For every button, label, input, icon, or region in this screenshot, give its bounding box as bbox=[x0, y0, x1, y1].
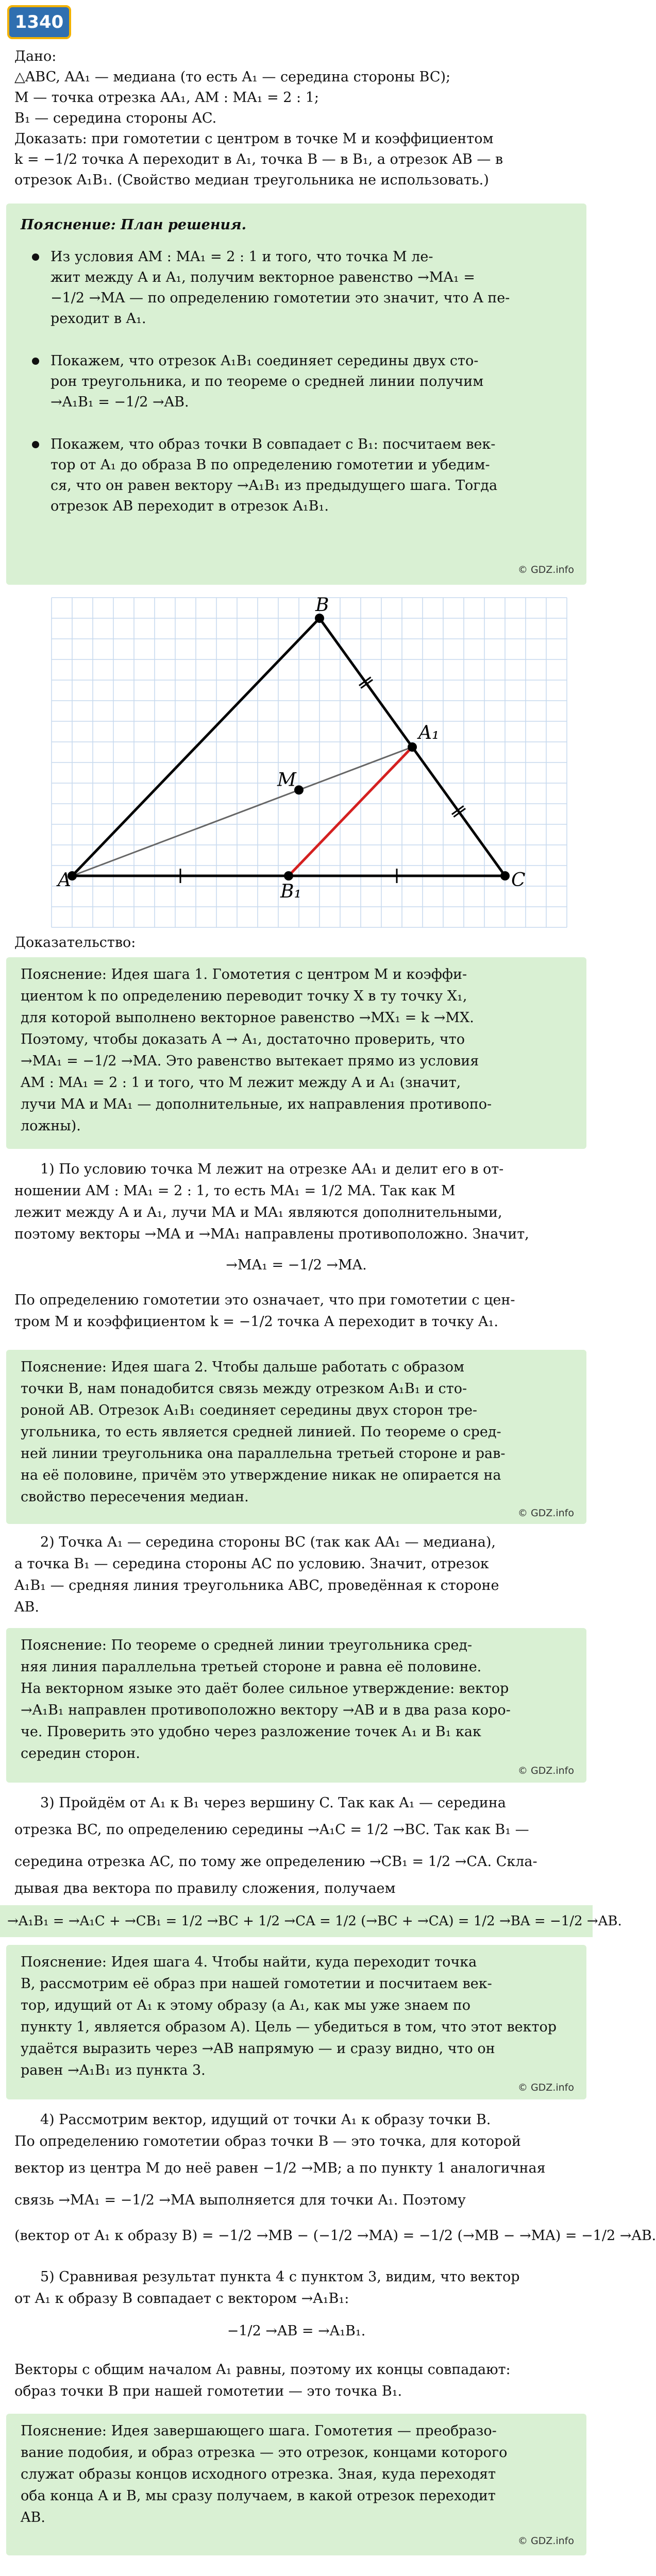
label-a1: A₁ bbox=[418, 722, 440, 743]
formula: →MA₁ = −1/2 →MA. bbox=[226, 1257, 367, 1273]
note-line: Пояснение: Идея шага 2. Чтобы дальше работать с образом bbox=[21, 1359, 465, 1375]
note-line: ложны). bbox=[21, 1118, 81, 1134]
plan-bullet-line: ся, что он равен вектору →A₁B₁ из предыдущего шага. Тогда bbox=[51, 478, 498, 494]
bullet-marker bbox=[32, 253, 39, 261]
note-line: Пояснение: По теореме о средней линии треугольника сред- bbox=[21, 1637, 473, 1653]
note-line: вание подобия, и образ отрезка — это отрезок, концами которого bbox=[21, 2445, 508, 2461]
note-line: AM : MA₁ = 2 : 1 и того, что M лежит между A и A₁ (значит, bbox=[21, 1075, 461, 1091]
proof-line: 4) Рассмотрим вектор, идущий от точки A₁ к образу точки B. bbox=[40, 2112, 491, 2128]
plan-title: Пояснение: План решения. bbox=[21, 217, 247, 233]
gdz-watermark: © GDZ.info bbox=[517, 1507, 574, 1519]
note-line: для которой выполнено векторное равенство →MX₁ = k →MX. bbox=[21, 1010, 474, 1026]
note-line: пункту 1, является образом A). Цель — убедиться в том, что этот вектор bbox=[21, 2019, 557, 2035]
note-line: няя линия параллельна третьей стороне и равна её половине. bbox=[21, 1659, 482, 1675]
proof-line: Векторы с общим началом A₁ равны, поэтому их концы совпадают: bbox=[14, 2362, 511, 2378]
note-line: тор, идущий от A₁ к этому образу (а A₁, как мы уже знаем по bbox=[21, 1997, 470, 2013]
note-line: середин сторон. bbox=[21, 1745, 140, 1761]
median-aa1 bbox=[72, 747, 412, 876]
proof-line: отрезка BC, по определению середины →A₁C = 1/2 →BC. Так как B₁ — bbox=[14, 1822, 529, 1838]
label-m: M bbox=[277, 769, 296, 791]
given-label: Дано: bbox=[14, 48, 57, 64]
proof-line: AB. bbox=[14, 1599, 39, 1615]
note-line: служат образы концов исходного отрезка. Зная, куда переходят bbox=[21, 2466, 496, 2482]
point-b1 bbox=[284, 871, 293, 880]
label-b1: B₁ bbox=[280, 881, 301, 902]
gdz-watermark: © GDZ.info bbox=[517, 2535, 574, 2547]
triangle-figure bbox=[52, 595, 567, 927]
step2-note bbox=[6, 1350, 586, 1524]
note-line: ней линии треугольника она параллельна третьей стороне и рав- bbox=[21, 1446, 506, 1462]
plan-bullet-line: рон треугольника, и по теореме о средней линии получим bbox=[51, 374, 484, 389]
step1-note bbox=[6, 957, 586, 1149]
step4-note bbox=[6, 1945, 586, 2099]
midline-a1b1 bbox=[289, 747, 412, 876]
label-b: B bbox=[315, 595, 329, 616]
formula: −1/2 →AB = →A₁B₁. bbox=[227, 2323, 366, 2339]
note-line: Пояснение: Идея завершающего шага. Гомотетия — преобразо- bbox=[21, 2423, 497, 2439]
proof-line: дывая два вектора по правилу сложения, получаем bbox=[14, 1880, 396, 1896]
note-line: че. Проверить это удобно через разложение точек A₁ и B₁ как bbox=[21, 1724, 481, 1740]
label-a: A bbox=[58, 870, 71, 891]
proof-line: от A₁ к образу B совпадает с вектором →A₁B₁: bbox=[14, 2291, 349, 2307]
bullet-marker bbox=[32, 441, 39, 448]
proof-line: По определению гомотетии это означает, что при гомотетии с цен- bbox=[14, 1292, 515, 1308]
note-line: →MA₁ = −1/2 →MA. Это равенство вытекает прямо из условия bbox=[21, 1053, 479, 1069]
gdz-watermark: © GDZ.info bbox=[517, 1765, 574, 1776]
note-line: оба конца A и B, мы сразу получаем, в какой отрезок переходит bbox=[21, 2488, 496, 2504]
plan-bullet-line: →A₁B₁ = −1/2 →AB. bbox=[51, 394, 189, 410]
note-line: Поэтому, чтобы доказать A → A₁, достаточно проверить, что bbox=[21, 1031, 465, 1047]
proof-line: 2) Точка A₁ — середина стороны BC (так как AA₁ — медиана), bbox=[40, 1534, 496, 1550]
step3-formula-highlight bbox=[0, 1905, 622, 1937]
proof-line: образ точки B при нашей гомотетии — это точка B₁. bbox=[14, 2383, 402, 2399]
proof-line: а точка B₁ — середина стороны AC по условию. Значит, отрезок bbox=[14, 1556, 489, 1572]
point-a1 bbox=[408, 742, 417, 752]
point-c bbox=[500, 871, 510, 880]
note-line: роной AB. Отрезок A₁B₁ соединяет середины двух сторон тре- bbox=[21, 1402, 478, 1418]
note-line: точки B, нам понадобится связь между отрезком A₁B₁ и сто- bbox=[21, 1381, 467, 1397]
plan-bullet-line: Покажем, что отрезок A₁B₁ соединяет середины двух сто- bbox=[51, 353, 479, 369]
note-line: →A₁B₁ направлен противоположно вектору →AB и в два раза коро- bbox=[21, 1702, 511, 1718]
proof-line: 1) По условию точка M лежит на отрезке AA₁ и делит его в от- bbox=[40, 1161, 504, 1177]
proof-line: 5) Сравнивая результат пункта 4 с пунктом 3, видим, что вектор bbox=[40, 2269, 520, 2285]
proof-line: лежит между A и A₁, лучи MA и MA₁ являются дополнительными, bbox=[14, 1205, 502, 1221]
prove-line: Доказать: при гомотетии с центром в точке M и коэффициентом bbox=[14, 131, 494, 147]
plan-bullet-line: реходит в A₁. bbox=[51, 311, 146, 327]
prove-line: k = −1/2 точка A переходит в A₁, точка B — в B₁, а отрезок AB — в bbox=[14, 151, 503, 167]
note-line: лучи MA и MA₁ — дополнительные, их направления противопо- bbox=[21, 1096, 492, 1112]
note-line: циентом k по определению переводит точку X в ту точку X₁, bbox=[21, 988, 467, 1004]
plan-bullet-line: тор от A₁ до образа B по определению гомотетии и убедим- bbox=[51, 457, 490, 473]
note-line: угольника, то есть является средней линией. По теореме о сред- bbox=[21, 1424, 501, 1440]
note-line: Пояснение: Идея шага 1. Гомотетия с центром M и коэффи- bbox=[21, 967, 467, 982]
note-line: на её половине, причём это утверждение никак не опирается на bbox=[21, 1467, 501, 1483]
plan-bullet-line: жит между A и A₁, получим векторное равенство →MA₁ = bbox=[51, 269, 475, 285]
given-line: M — точка отрезка AA₁, AM : MA₁ = 2 : 1; bbox=[14, 90, 319, 106]
proof-line: По определению гомотетии образ точки B — это точка, для которой bbox=[14, 2133, 521, 2149]
proof-line: середина отрезка AC, по тому же определению →CB₁ = 1/2 →CA. Скла- bbox=[14, 1854, 537, 1870]
proof-label: Доказательство: bbox=[14, 935, 136, 951]
proof-line: связь →MA₁ = −1/2 →MA выполняется для точки A₁. Поэтому bbox=[14, 2192, 466, 2208]
proof-line: тром M и коэффициентом k = −1/2 точка A переходит в точку A₁. bbox=[14, 1314, 498, 1330]
proof-line: A₁B₁ — средняя линия треугольника ABC, проведённая к стороне bbox=[14, 1578, 499, 1594]
prove-line: отрезок A₁B₁. (Свойство медиан треугольника не использовать.) bbox=[14, 172, 489, 188]
note-line: AB. bbox=[21, 2510, 45, 2526]
proof-line: вектор из центра M до неё равен −1/2 →MB; а по пункту 1 аналогичная bbox=[14, 2160, 546, 2176]
step6-note bbox=[6, 2414, 586, 2555]
plan-note bbox=[6, 204, 586, 585]
note-line: удаётся выразить через →AB напрямую — и сразу видно, что он bbox=[21, 2041, 495, 2057]
plan-bullet-line: отрезок AB переходит в отрезок A₁B₁. bbox=[51, 498, 329, 514]
note-line: Пояснение: Идея шага 4. Чтобы найти, куда переходит точка bbox=[21, 1954, 477, 1970]
formula: (вектор от A₁ к образу B) = −1/2 →MB − (−1/2 →MA) = −1/2 (→MB − →MA) = −1/2 →AB. bbox=[14, 2228, 656, 2244]
note-line: На векторном языке это даёт более сильное утверждение: вектор bbox=[21, 1681, 509, 1697]
formula: →A₁B₁ = →A₁C + →CB₁ = 1/2 →BC + 1/2 →CA = 1/2 (→BC + →CA) = 1/2 →BA = −1/2 →AB. bbox=[7, 1913, 622, 1929]
proof-line: 3) Пройдём от A₁ к B₁ через вершину C. Так как A₁ — середина bbox=[40, 1795, 506, 1811]
plan-bullet-line: Из условия AM : MA₁ = 2 : 1 и того, что точка M ле- bbox=[51, 249, 433, 265]
given-line: B₁ — середина стороны AC. bbox=[14, 110, 217, 126]
note-line: свойство пересечения медиан. bbox=[21, 1489, 249, 1505]
note-line: равен →A₁B₁ из пункта 3. bbox=[21, 2062, 206, 2078]
proof-line: ношении AM : MA₁ = 2 : 1, то есть MA₁ = 1/2 MA. Так как M bbox=[14, 1183, 456, 1199]
step3-note bbox=[6, 1628, 586, 1783]
label-c: C bbox=[511, 870, 526, 891]
bullet-marker bbox=[32, 358, 39, 365]
given-line: △ABC, AA₁ — медиана (то есть A₁ — середина стороны BC); bbox=[14, 69, 451, 85]
note-line: B, рассмотрим её образ при нашей гомотетии и посчитаем век- bbox=[21, 1976, 492, 1992]
problem-number-badge: 1340 bbox=[7, 5, 71, 39]
plan-bullet-line: −1/2 →MA — по определению гомотетии это значит, что A пе- bbox=[51, 290, 510, 306]
proof-line: поэтому векторы →MA и →MA₁ направлены противоположно. Значит, bbox=[14, 1226, 529, 1242]
plan-bullet-line: Покажем, что образ точки B совпадает с B₁: посчитаем век- bbox=[51, 436, 496, 452]
gdz-watermark: © GDZ.info bbox=[517, 2082, 574, 2093]
gdz-watermark: © GDZ.info bbox=[517, 564, 574, 575]
